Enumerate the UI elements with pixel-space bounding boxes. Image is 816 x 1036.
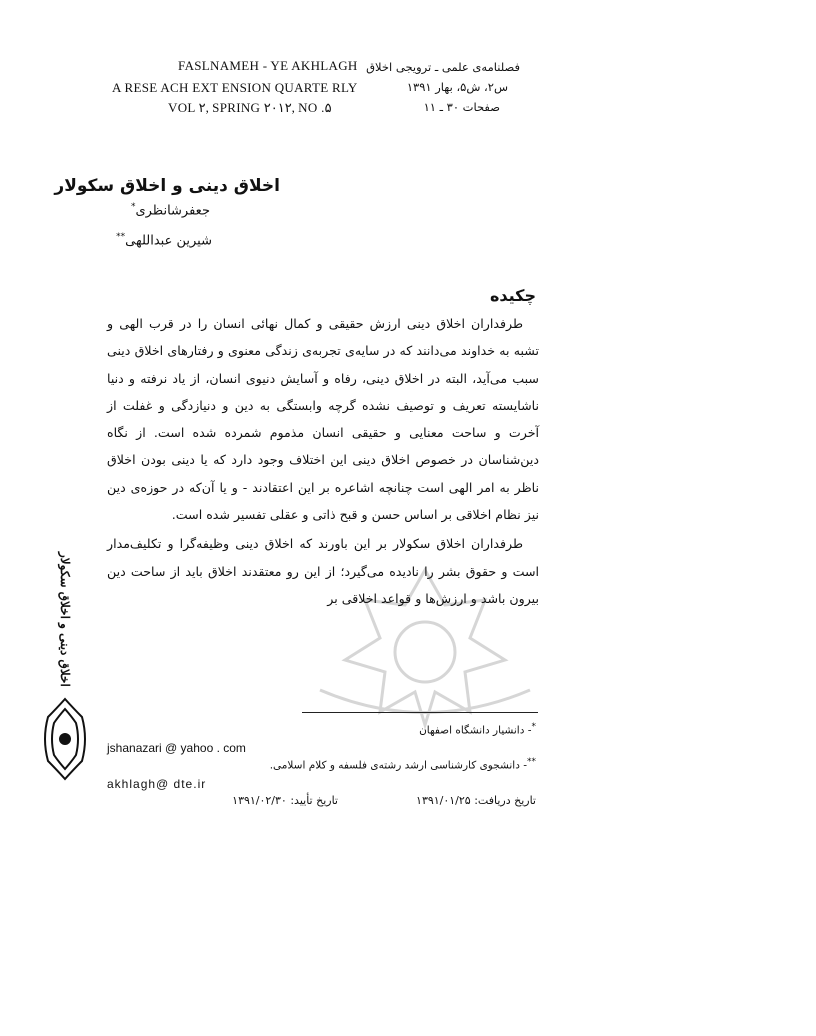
- footnote-rule: [302, 712, 538, 713]
- abstract-paragraph-2: طرفداران اخلاق سکولار بر این باورند که اخلاق دینی وظیفه‌گرا و تکلیف‌مدار است و حقوق بشر را نادیده می‌گیرد؛ از این رو معتقدند اخلاق باید از ساحت دین بیرون باشد و ارزش‌ها و قواعد اخلاقی بر: [107, 536, 539, 606]
- footnote-2: [270, 757, 536, 772]
- email-author-1[interactable]: jshanazari @ yahoo . com: [107, 741, 246, 755]
- journal-pages-fa: صفحات ۳۰ ـ ۱۱: [423, 100, 500, 114]
- journal-issue-fa: س۲، ش۵، بهار ۱۳۹۱: [406, 80, 508, 94]
- side-running-title: اخلاق دینی و اخلاق سکولار: [58, 552, 72, 687]
- author-1: [131, 202, 210, 218]
- footnote-1-mark: *: [531, 722, 536, 732]
- ornament-icon: [42, 697, 88, 781]
- author-2-name: شیرین عبداللهی: [125, 233, 212, 249]
- footnote-1: [419, 722, 536, 737]
- footnote-2-text: - دانشجوی کارشناسی ارشد رشته‌ی فلسفه و کلام اسلامی.: [269, 759, 527, 772]
- email-journal[interactable]: akhlagh@ dte.ir: [107, 777, 207, 791]
- journal-name-en: FASLNAMEH - YE AKHLAGH: [178, 58, 358, 73]
- author-1-name: جعفرشانظری: [135, 203, 210, 219]
- abstract-body: [107, 310, 539, 612]
- journal-volume-en: VOL ۲, SPRING ۲۰۱۲, NO .۵: [168, 100, 332, 115]
- date-received: تاریخ دریافت: ۱۳۹۱/۰۱/۲۵: [416, 794, 536, 807]
- abstract-paragraph-1: طرفداران اخلاق دینی ارزش حقیقی و کمال نهائی انسان را در قرب الهی و تشبه به خداوند می‌دانند که در سایه‌ی تجربه‌ی زندگی معنوی و رفتارهای اخلاق دینی سبب می‌آید، البته در اخلاق دینی، رفاه و آسایش دنیوی انسان، از یاد نرفته و دنیا ناشایسته تعریف و توصیف نشده گرچه وابستگی به دین و دنیازدگی و غفلت از آخرت و ساحت معنایی و حقیقی انسان مذموم شمرده شده است. از نگاه دین‌شناسان در خصوص اخلاق دینی این اختلاف وجود دارد که یا دینی بودن اخلاق ناظر به امر الهی است چنانچه اشاعره بر این اعتقادند - و یا آن‌که در حوزه‌ی دین نیز نظام اخلاقی بر اساس حسن و قبح ذاتی و عقلی تفسیر شده است.: [107, 316, 539, 523]
- footnote-1-text: - دانشیار دانشگاه اصفهان: [419, 724, 532, 737]
- author-2-mark: **: [116, 232, 126, 242]
- journal-name-fa: فصلنامه‌ی علمی ـ ترویجی اخلاق: [366, 60, 520, 74]
- author-2: [116, 232, 212, 248]
- footnote-2-mark: **: [527, 757, 536, 767]
- article-title: اخلاق دینی و اخلاق سکولار: [54, 176, 280, 196]
- author-1-mark: *: [130, 202, 136, 212]
- abstract-heading: چکیده: [489, 286, 536, 305]
- date-accepted: تاریخ تأیید: ۱۳۹۱/۰۲/۳۰: [232, 794, 338, 807]
- journal-series-en: A RESE ACH EXT ENSION QUARTE RLY: [112, 80, 358, 95]
